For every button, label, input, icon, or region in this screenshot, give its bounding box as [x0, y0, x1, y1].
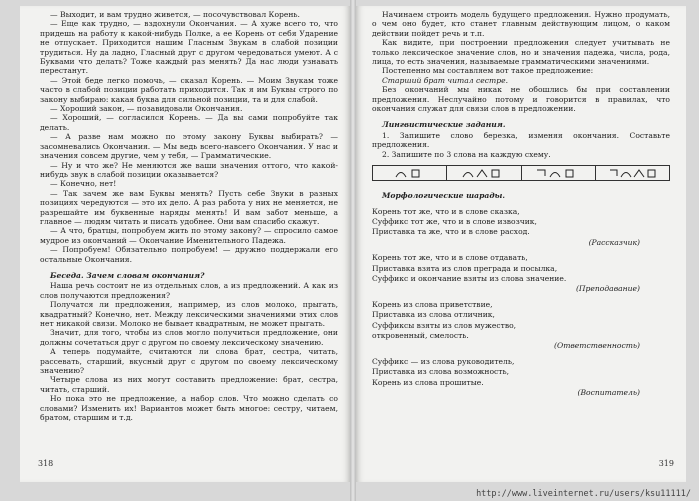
riddle-2 — [372, 253, 670, 294]
riddle-line: Суффикс тот же, что и в слове извозчик, — [372, 216, 537, 226]
dialogue-line: — А разве нам можно по этому закону Буквы выбирать? — засомневались Окончания. — Мы ведь всего-навсего Окончания. У нас и значения совсем другие, чем у тебя, — Грамматические. — [40, 132, 338, 161]
riddle-line: Суффиксы взяты из слов мужество, — [372, 320, 517, 330]
dialogue-line: — Конечно, нет! — [50, 179, 117, 189]
section-paragraph: Наша речь состоит не из отдельных слов, а из предложений. А как из слов получаются предложения? — [40, 281, 338, 300]
scheme-1 — [373, 166, 447, 180]
riddle-answer: (Ответственность) — [554, 341, 640, 351]
riddle-line: Приставка из слова возможность, — [372, 367, 510, 377]
example-sentence: Старший брат читал сестре. — [382, 75, 508, 85]
dialogue-line: — Выходит, и вам трудно живется, — посочувствовал Корень. — [50, 10, 300, 19]
section-paragraph: Значит, для того, чтобы из слов могло получиться предложение, они должны сочетаться друг с другом по своему лексическому значению. — [40, 328, 338, 347]
riddle-answer: (Преподавание) — [575, 284, 640, 294]
riddle-4 — [372, 357, 670, 398]
riddle-line: Корень тот же, что и в слове сказка, — [372, 206, 520, 216]
riddle-line: Приставка та же, что и в слове расход. — [372, 227, 530, 237]
section-paragraph: Но пока это не предложение, а набор слов. Что можно сделать со словами? Изменить их! Вариантов может быть многое: сестру, читаем, братом, старшим и т.д. — [40, 394, 338, 423]
section-paragraph: Получатся ли предложения, например, из слов молоко, прыгать, квадратный? Конечно, нет. Между лексическими значениями этих слов нет никакой связи. Молоко не бывает квадратным, не может прыгать. — [40, 300, 338, 328]
section-paragraph: Четыре слова из них могут составить предложение: брат, сестра, читать, старший. — [40, 375, 338, 394]
scheme-2 — [447, 166, 521, 180]
dialogue-line: — А что, братцы, попробуем жить по этому закону? — спросило самое мудрое из окончаний — Окончание Именительного Падежа. — [40, 226, 338, 245]
prefix-root-ending-icon — [390, 168, 430, 178]
dialogue-line: — Ну и что же? Не меняются же ваши значения оттого, что какой-нибудь звук в слабой позиции оказывается? — [40, 160, 338, 179]
riddle-line: Корень из слова прошитые. — [372, 377, 484, 387]
scheme-3 — [522, 166, 596, 180]
riddles-heading: Морфологические шарады. — [382, 191, 505, 201]
scheme-4 — [596, 166, 669, 180]
linguistic-tasks-heading: Лингвистические задания. — [382, 120, 506, 130]
right-page-content — [372, 10, 670, 398]
body-paragraph: Как видите, при построении предложения следует учитывать не только лексическое значение слов, но и значения падежа, числа, рода, лица, то есть значения, называемые грамматическими значениями. — [372, 38, 670, 67]
task-1: 1. Запишите слово березка, изменяя окончания. Составьте предложения. — [372, 130, 670, 150]
dialogue-line: — Этой беде легко помочь, — сказал Корень. — Моим Звукам тоже часто в слабой позиции работать приходится. Так я им Буквы строго по закону выбираю: какая буква для сильной позиции, та и для слабой. — [40, 75, 338, 104]
right-page — [356, 6, 686, 482]
riddle-answer: (Воспитатель) — [577, 388, 640, 397]
riddle-line: Суффикс — из слова руководитель, — [372, 356, 515, 366]
dialogue-line: — Попробуем! Обязательно попробуем! — дружно поддержали его остальные Окончания. — [40, 245, 338, 264]
body-paragraph: Начинаем строить модель будущего предложения. Нужно продумать, о чем оно будет, кто станет главным действующим лицом, о каком действии пойдет речь и т.п. — [372, 10, 670, 38]
body-paragraph: Без окончаний мы никак не обошлись бы при составлении предложения. Неслучайно потому и говорится в правилах, что окончания служат для связи слов в предложении. — [372, 85, 670, 114]
page-number-right: 319 — [658, 459, 674, 468]
riddle-1 — [372, 207, 670, 248]
riddle-line: Суффикс и окончание взяты из слова значение. — [372, 273, 567, 283]
dialogue-line: — Так зачем же вам Буквы менять? Пусть себе Звуки в разных позициях чередуются — это их дело. А раз работа у них не меняется, не разрешайте им буквенные наряды менять! И вам забот меньше, а главное — людям читать и писать удобнее. Они вам спасибо скажут. — [40, 188, 338, 226]
left-page — [20, 6, 350, 482]
section-heading: Беседа. Зачем словам окончания? — [50, 270, 205, 280]
riddle-line: Приставка взята из слов преграда и посылка, — [372, 263, 558, 273]
source-watermark: http://www.liveinternet.ru/users/ksu11111/ — [476, 489, 691, 499]
task-2: 2. Запишите по 3 слова на каждую схему. — [382, 149, 551, 159]
dialogue-line: — Хороший закон, — позавидовали Окончания. — [50, 104, 243, 114]
riddle-3 — [372, 300, 670, 351]
morpheme-schemes — [372, 165, 670, 181]
section-paragraph: А теперь подумайте, считаются ли слова брат, сестра, читать, рассевать, старший, вкусный друг с другом по своему лексическому значению? — [40, 347, 338, 376]
riddle-line: Приставка из слова отличник, — [372, 310, 495, 320]
riddle-line: Корень из слова приветствие, — [372, 299, 493, 309]
riddle-line: Корень тот же, что и в слове отдавать, — [372, 253, 528, 263]
prefix-root-suffix-icon — [533, 168, 583, 178]
dialogue-line: — Хороший, — согласился Корень. — Да вы сами попробуйте так делать. — [40, 113, 338, 132]
dialogue-line: — Еще как трудно, — вздохнули Окончания. — А хуже всего то, что придешь на работу к какой-нибудь Полке, а ее Корень от себя Ударение не отпускает. Приходится нашим Гласным Звукам в слабой позиции трудиться. Ну да ладно, Гласный друг с другом чередоваться умеют. А с Буквами что делать? Тоже каждый раз менять? Да нас люди узнавать перестанут. — [40, 19, 338, 76]
prefix-root-suffix-ending-icon — [607, 168, 657, 178]
root-suffix-ending-icon — [459, 168, 509, 178]
riddle-line: откровенный, смелость. — [372, 330, 469, 340]
body-paragraph: Постепенно мы составляем вот такое предложение: — [382, 66, 594, 76]
page-number-left: 318 — [38, 459, 54, 468]
riddle-answer: (Рассказчик) — [588, 237, 640, 247]
left-page-content — [40, 10, 338, 422]
